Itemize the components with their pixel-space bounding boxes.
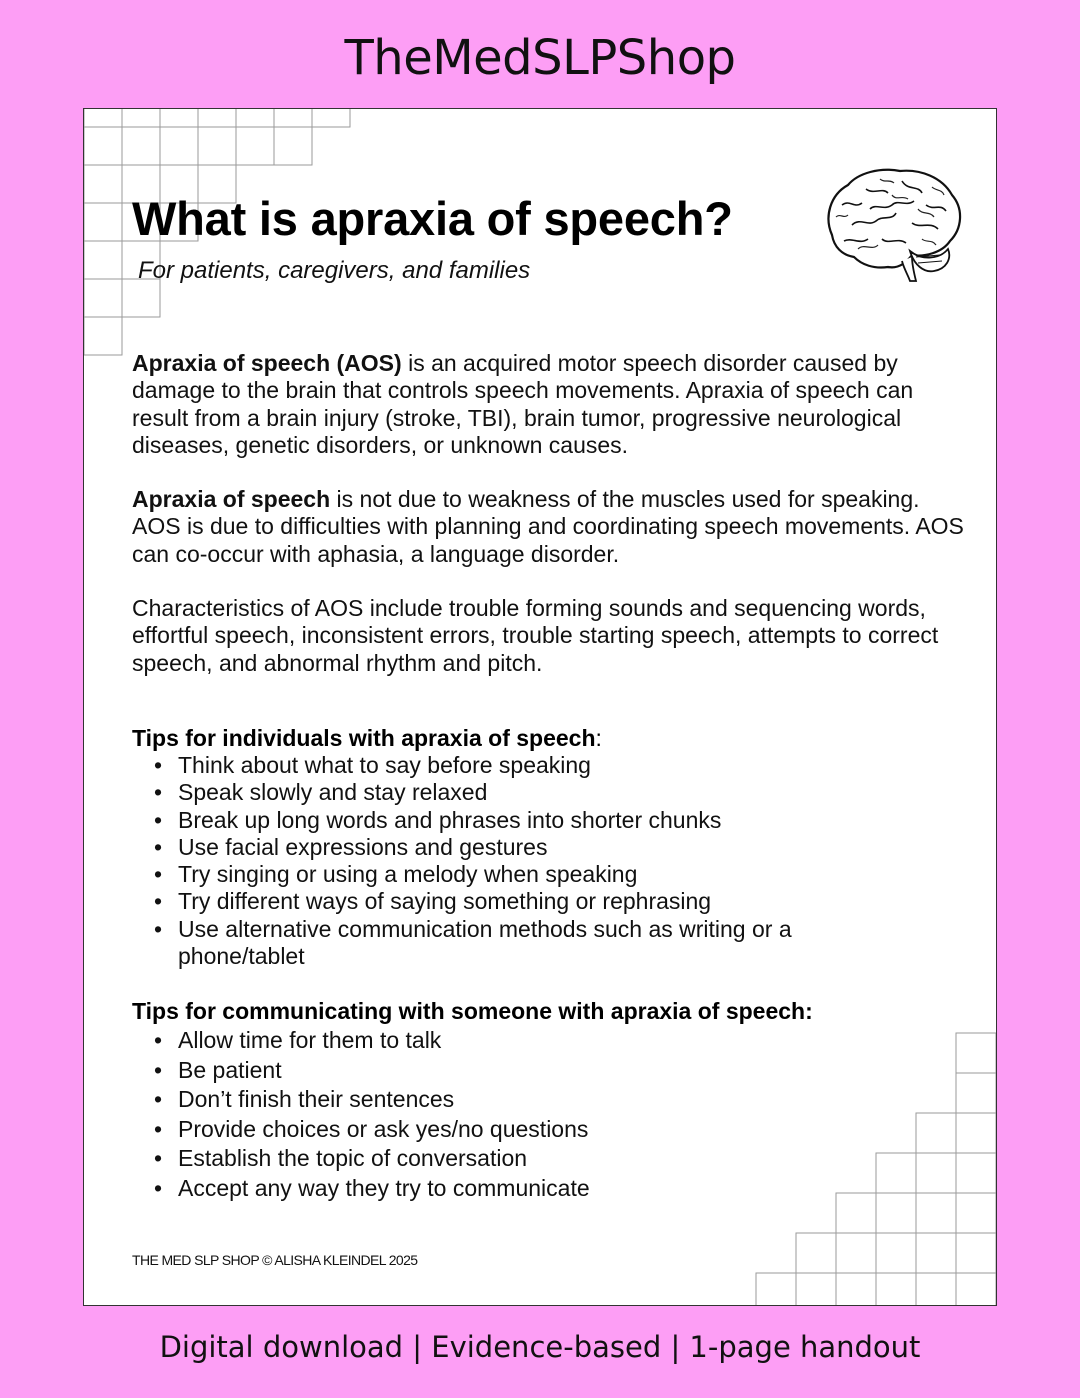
handout-page [83, 108, 997, 1306]
paragraph-characteristics [132, 595, 972, 677]
tips-communicating-heading: Tips for communicating with someone with apraxia of speech: [132, 998, 813, 1024]
tips-heading-text: Tips for individuals with apraxia of speech [132, 725, 596, 751]
paragraph-lead: Apraxia of speech [132, 486, 331, 512]
paragraph-text: is an acquired motor speech disorder caused by damage to the brain that controls speech movements. Apraxia of speech can result from a brain injury (stroke, TBI), brain tumor, progressive neurological diseases, genetic disorders, or unknown causes. [132, 350, 914, 459]
page-title: What is apraxia of speech? [132, 192, 733, 245]
paragraph-cause [132, 486, 972, 568]
tips-individuals-heading [132, 725, 602, 752]
tips-communicating-list [132, 1026, 912, 1203]
list-item: • Allow time for them to talk [132, 1026, 912, 1056]
paragraph-text: Characteristics of AOS include trouble forming sounds and sequencing words, effortful speech, inconsistent errors, trouble starting speech, attempts to correct speech, and abnormal rhythm and pitch. [132, 595, 939, 676]
list-item: • Break up long words and phrases into shorter chunks [132, 807, 912, 834]
list-item: • Provide choices or ask yes/no questions [132, 1115, 912, 1145]
paragraph-text: is not due to weakness of the muscles used for speaking. AOS is due to difficulties with planning and coordinating speech movements. AOS can co-occur with aphasia, a language disorder. [132, 486, 964, 567]
paragraph-lead: Apraxia of speech (AOS) [132, 350, 402, 376]
list-item: • Use alternative communication methods such as writing or a phone/tablet [132, 916, 912, 971]
copyright-note: THE MED SLP SHOP © ALISHA KLEINDEL 2025 [132, 1252, 418, 1268]
list-item: • Accept any way they try to communicate [132, 1174, 912, 1204]
brain-icon [822, 165, 964, 283]
tips-heading-colon: : [595, 725, 602, 751]
list-item: • Think about what to say before speaking [132, 752, 912, 779]
list-item: • Be patient [132, 1056, 912, 1086]
tips-individuals-list [132, 752, 912, 970]
list-item: • Try different ways of saying something or rephrasing [132, 888, 912, 915]
list-item: • Establish the topic of conversation [132, 1144, 912, 1174]
page-subtitle: For patients, caregivers, and families [138, 257, 531, 284]
tagline: Digital download | Evidence-based | 1-page handout [159, 1330, 921, 1364]
paragraph-definition [132, 350, 972, 460]
list-item: • Use facial expressions and gestures [132, 834, 912, 861]
brand-title: TheMedSLPShop [344, 30, 736, 86]
list-item: • Try singing or using a melody when speaking [132, 861, 912, 888]
list-item: • Speak slowly and stay relaxed [132, 779, 912, 806]
list-item: • Don’t finish their sentences [132, 1085, 912, 1115]
